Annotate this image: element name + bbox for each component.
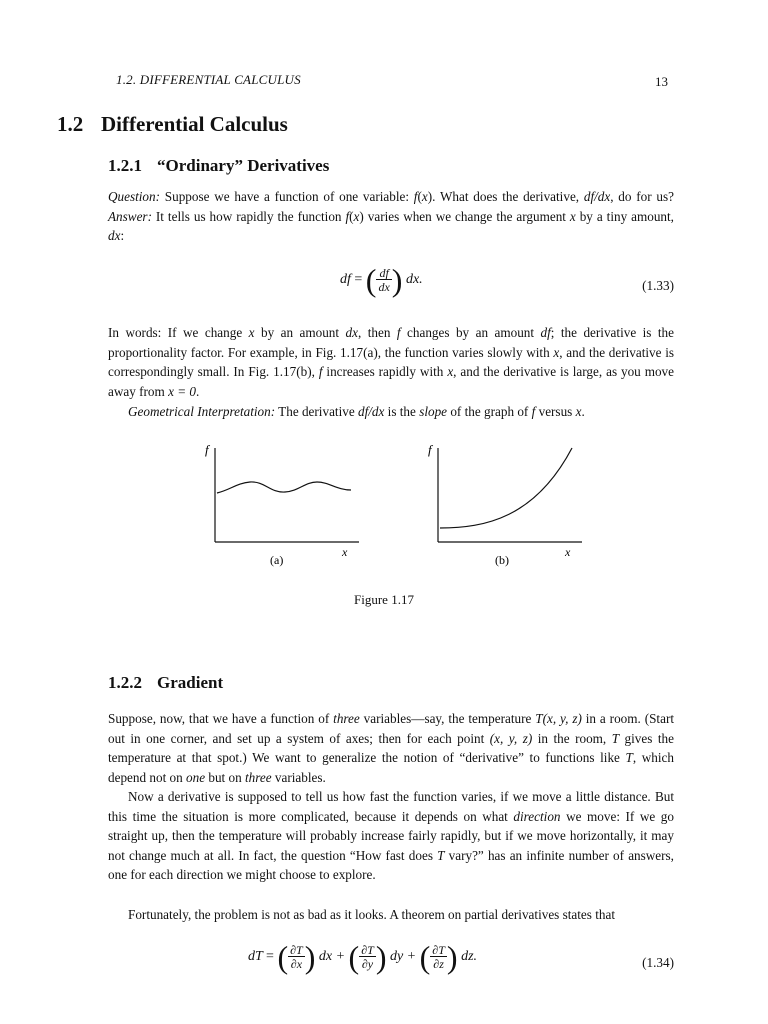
text-run: versus <box>535 404 576 419</box>
answer-label: Answer: <box>108 208 152 224</box>
math: df/dx <box>583 189 611 204</box>
text-run: ; the derivative is the proportionality factor. For example, in Fig. 1.17(a), the function varies slowly with <box>108 325 674 360</box>
text-run: of the graph of <box>447 404 532 419</box>
text-run: increases rapidly with <box>322 364 448 379</box>
question-answer-paragraph <box>108 187 674 246</box>
panel-a-curve <box>217 482 351 493</box>
panel-b-curve <box>440 448 572 528</box>
text-run: in a room. (Start out in one corner, and set up a system of axes; then for each point <box>108 711 675 746</box>
text-run: Suppose we have a function of one variable: <box>160 189 414 204</box>
eq-term: dx + <box>318 949 346 965</box>
text-run: Now a derivative is supposed to tell us how fast the function varies, if we move a little distance. But this time the situation is more complicated, because it depends on what <box>108 789 674 824</box>
emphasis: three <box>245 769 272 785</box>
question-label: Question: <box>108 189 161 204</box>
math: T <box>437 847 445 863</box>
figure-panel-b <box>428 442 582 567</box>
subsection-number-1: 1.2.1 <box>108 156 142 175</box>
math: dx <box>108 228 121 243</box>
subsection-number-2: 1.2.2 <box>108 673 142 692</box>
text-run: It tells us how rapidly the function <box>151 208 346 224</box>
page-number: 13 <box>655 74 668 89</box>
math: x <box>421 189 428 204</box>
text-run: , and the derivative is correspondingly small. In Fig. 1.17(b), <box>108 344 674 379</box>
eq-rhs: dx. <box>405 272 423 288</box>
panel-a-x-label: x <box>342 545 348 559</box>
left-paren: ( <box>348 939 360 975</box>
gradient-paragraph-2 <box>108 787 674 885</box>
text-run: Suppose, now, that we have a function of <box>108 711 334 726</box>
left-paren: ( <box>365 262 377 298</box>
text-run: . <box>581 404 585 419</box>
text-run: ). What does the derivative, <box>427 189 584 204</box>
frac-numerator: ∂T <box>361 943 374 957</box>
right-paren: ) <box>375 939 387 975</box>
math: (x, y, z) <box>489 730 533 746</box>
text-run: ) varies when we change the argument <box>359 208 570 224</box>
section-number: 1.2 <box>57 112 84 136</box>
frac-denominator: ∂z <box>433 957 444 971</box>
eq-lhs: df <box>340 272 351 288</box>
text-run: Fortunately, the problem is not as bad as it looks. A theorem on partial derivatives states that <box>128 907 615 922</box>
text-run: we move: If we go straight up, then the temperature will probably increase fairly rapidly, but if we move horizontally, it may not change much at all. In fact, the question “How fast does <box>108 808 674 863</box>
panel-b-x-label: x <box>565 545 571 559</box>
math: f <box>413 189 418 204</box>
eq-lhs: dT <box>248 949 263 965</box>
subsection-title-2: Gradient <box>157 673 224 692</box>
gradient-paragraph-3 <box>108 905 674 925</box>
panel-b-y-label: f <box>428 442 432 457</box>
right-paren: ) <box>304 939 316 975</box>
frac-denominator: ∂x <box>290 957 303 971</box>
geometrical-interpretation-paragraph <box>108 402 674 422</box>
equation-1-34 <box>108 941 674 989</box>
math: T <box>625 750 633 765</box>
panel-a-label: (a) <box>270 553 284 567</box>
text-run: . <box>196 383 200 399</box>
text-run: , which depend not on <box>108 750 674 785</box>
math: x <box>553 344 560 360</box>
partial-z-fraction <box>430 944 447 970</box>
text-run: gives the temperature at that spot.) We want to generalize the notion of “derivative” to functions like <box>108 730 674 765</box>
text-run: vary?” has an infinite number of answers, one for each direction we might choose to explore. <box>108 847 674 882</box>
eq-equals: = <box>354 272 363 288</box>
math: dx <box>345 325 358 340</box>
left-paren: ( <box>419 939 431 975</box>
partial-x-fraction <box>288 944 305 970</box>
emphasis: slope <box>419 404 448 419</box>
subsection-title-1: “Ordinary” Derivatives <box>157 156 330 175</box>
math: T <box>611 730 620 746</box>
frac-denominator: ∂y <box>361 957 374 971</box>
text-run: variables. <box>271 769 326 785</box>
math: df <box>540 325 551 340</box>
math: f <box>345 208 350 224</box>
text-run: , and the derivative is large, as you move away from <box>108 364 674 399</box>
eq-term: dz. <box>461 949 478 965</box>
text-run: ( <box>349 208 354 224</box>
text-run: is the <box>384 404 420 419</box>
frac-denominator: dx <box>378 280 390 294</box>
gradient-paragraph-1 <box>108 709 674 787</box>
eq-term: dy + <box>389 949 417 965</box>
eq-equals: = <box>266 949 274 965</box>
math: x <box>575 404 582 419</box>
panel-b-label: (b) <box>495 553 509 567</box>
math: f <box>318 364 323 379</box>
math: x <box>248 325 255 340</box>
equation-body <box>340 264 423 296</box>
left-paren: ( <box>277 939 289 975</box>
text-run: , do for us? <box>610 189 674 204</box>
subsection-heading-2 <box>108 673 223 693</box>
equation-number: (1.33) <box>642 278 674 293</box>
frac-numerator: ∂T <box>290 943 303 957</box>
text-run: , then <box>357 325 397 340</box>
text-run: The derivative <box>275 404 358 419</box>
figure-1-17 <box>195 440 595 575</box>
math: x <box>569 208 576 224</box>
section-title: Differential Calculus <box>101 112 288 136</box>
math: f <box>396 325 401 340</box>
emphasis: direction <box>513 808 561 824</box>
partial-y-fraction <box>359 944 376 970</box>
panel-a-y-label: f <box>205 442 209 457</box>
derivative-fraction <box>376 267 391 293</box>
in-words-paragraph <box>108 323 674 401</box>
text-run: ( <box>417 189 422 204</box>
math: x <box>447 364 454 379</box>
equation-number: (1.34) <box>642 955 674 970</box>
math: df/dx <box>358 404 385 419</box>
text-run: variables—say, the temperature <box>359 711 536 726</box>
emphasis: one <box>186 769 206 785</box>
text-run: changes by an amount <box>400 325 541 340</box>
text-run: in the room, <box>532 730 612 746</box>
equation-1-33 <box>108 264 674 312</box>
emphasis: three <box>333 711 360 726</box>
text-run: by a tiny amount, <box>575 208 674 224</box>
math: f <box>531 404 536 419</box>
figure-caption: Figure 1.17 <box>354 592 414 607</box>
math: x <box>353 208 360 224</box>
running-head: 1.2. DIFFERENTIAL CALCULUS <box>116 72 301 87</box>
text-run: : <box>120 228 125 243</box>
frac-numerator: df <box>376 267 391 280</box>
text-run: but on <box>205 769 245 785</box>
text-run: In words: If we change <box>108 325 249 340</box>
frac-numerator: ∂T <box>432 943 445 957</box>
right-paren: ) <box>391 262 403 298</box>
subsection-heading-1 <box>108 156 329 176</box>
text-run: by an amount <box>254 325 346 340</box>
section-heading <box>57 112 288 137</box>
equation-body <box>248 941 477 973</box>
math: T(x, y, z) <box>535 711 582 726</box>
interpretation-label: Geometrical Interpretation: <box>128 404 276 419</box>
math: x = 0 <box>168 383 197 399</box>
figure-panel-a <box>205 442 359 567</box>
right-paren: ) <box>446 939 458 975</box>
